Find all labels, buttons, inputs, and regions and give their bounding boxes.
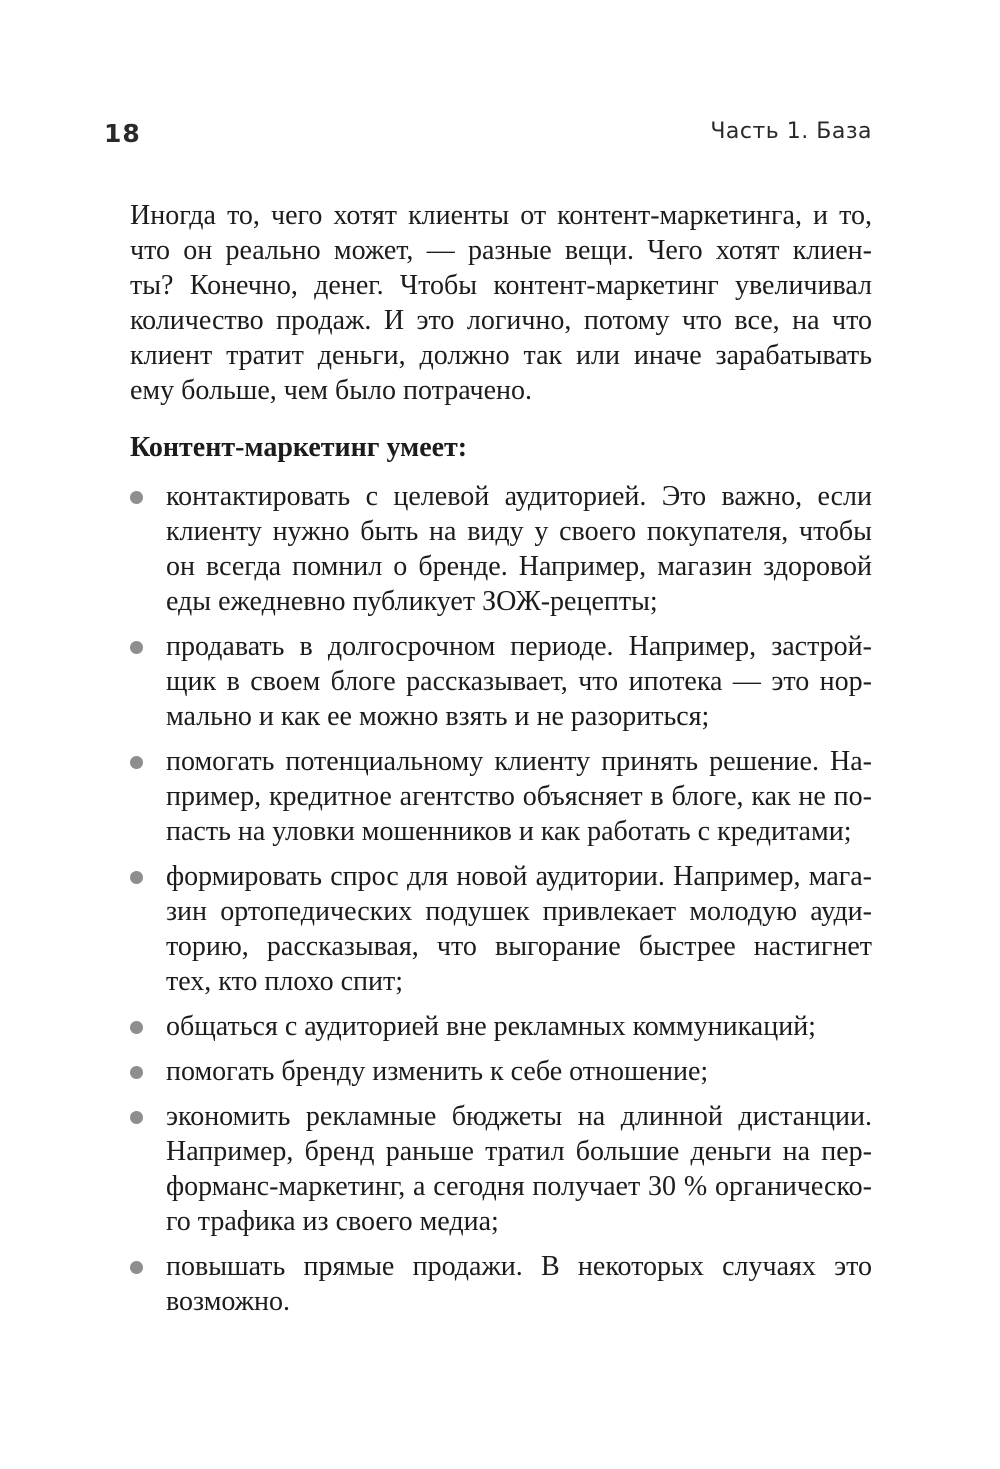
list-item-line: го трафика из своего медиа;	[166, 1206, 499, 1237]
bullet-dot-icon	[130, 871, 143, 884]
list-item-line: продавать в долгосрочном периоде. Например, застрой-	[166, 631, 872, 662]
list-item	[130, 1099, 872, 1239]
list-item-line: зин ортопедических подушек привлекает молодую ауди-	[166, 896, 872, 927]
bullet-dot-icon	[130, 756, 143, 769]
bullet-list	[130, 479, 872, 1329]
paragraph-line: что он реально может, — разные вещи. Чего хотят клиен-	[130, 235, 872, 266]
list-item	[130, 1009, 872, 1044]
list-item	[130, 1054, 872, 1089]
list-item-line: он всегда помнил о бренде. Например, магазин здоровой	[166, 551, 872, 582]
list-item-line: экономить рекламные бюджеты на длинной дистанции.	[166, 1101, 872, 1132]
list-item-line: форманс-маркетинг, а сегодня получает 30 % органическо-	[166, 1171, 872, 1202]
list-item-line: формировать спрос для новой аудитории. Например, мага-	[166, 861, 872, 892]
list-item-line: общаться с аудиторией вне рекламных коммуникаций;	[166, 1011, 816, 1042]
page-number: 18	[104, 119, 141, 148]
list-item-line: помогать потенциальному клиенту принять решение. На-	[166, 746, 872, 777]
bullet-dot-icon	[130, 1066, 143, 1079]
bullet-dot-icon	[130, 491, 143, 504]
section-title: Часть 1. База	[710, 119, 872, 144]
list-item	[130, 859, 872, 999]
list-item-line: щик в своем блоге рассказывает, что ипотека — это нор-	[166, 666, 872, 697]
paragraph-line: клиент тратит деньги, должно так или иначе зарабатывать	[130, 340, 872, 371]
subheading: Контент-маркетинг умеет:	[130, 432, 468, 463]
paragraph-line: ему больше, чем было потрачено.	[130, 375, 533, 406]
running-header	[104, 116, 872, 150]
paragraph-line: ты? Конечно, денег. Чтобы контент-маркетинг увеличивал	[130, 270, 872, 301]
bullet-dot-icon	[130, 1021, 143, 1034]
list-item-line: клиенту нужно быть на виду у своего покупателя, чтобы	[166, 516, 872, 547]
list-item	[130, 1249, 872, 1319]
list-item-line: повышать прямые продажи. В некоторых случаях это	[166, 1251, 872, 1282]
list-item	[130, 479, 872, 619]
paragraph-line: количество продаж. И это логично, потому что все, на что	[130, 305, 872, 336]
list-item-line: торию, рассказывая, что выгорание быстрее настигнет	[166, 931, 872, 962]
list-item	[130, 629, 872, 734]
list-item-line: пример, кредитное агентство объясняет в блоге, как не по-	[166, 781, 872, 812]
bullet-dot-icon	[130, 1261, 143, 1274]
list-item-line: мально и как ее можно взять и не разориться;	[166, 701, 710, 732]
list-item-line: тех, кто плохо спит;	[166, 966, 404, 997]
list-item-line: помогать бренду изменить к себе отношение;	[166, 1056, 709, 1087]
bullet-dot-icon	[130, 641, 143, 654]
bullet-dot-icon	[130, 1111, 143, 1124]
list-item	[130, 744, 872, 849]
list-item-line: еды ежедневно публикует ЗОЖ-рецепты;	[166, 586, 658, 617]
intro-paragraph	[130, 198, 872, 408]
list-item-line: пасть на уловки мошенников и как работать с кредитами;	[166, 816, 852, 847]
list-item-line: Например, бренд раньше тратил большие деньги на пер-	[166, 1136, 872, 1167]
paragraph-line: Иногда то, чего хотят клиенты от контент-маркетинга, и то,	[130, 200, 872, 231]
list-item-line: контактировать с целевой аудиторией. Это важно, если	[166, 481, 872, 512]
list-item-line: возможно.	[166, 1286, 291, 1317]
